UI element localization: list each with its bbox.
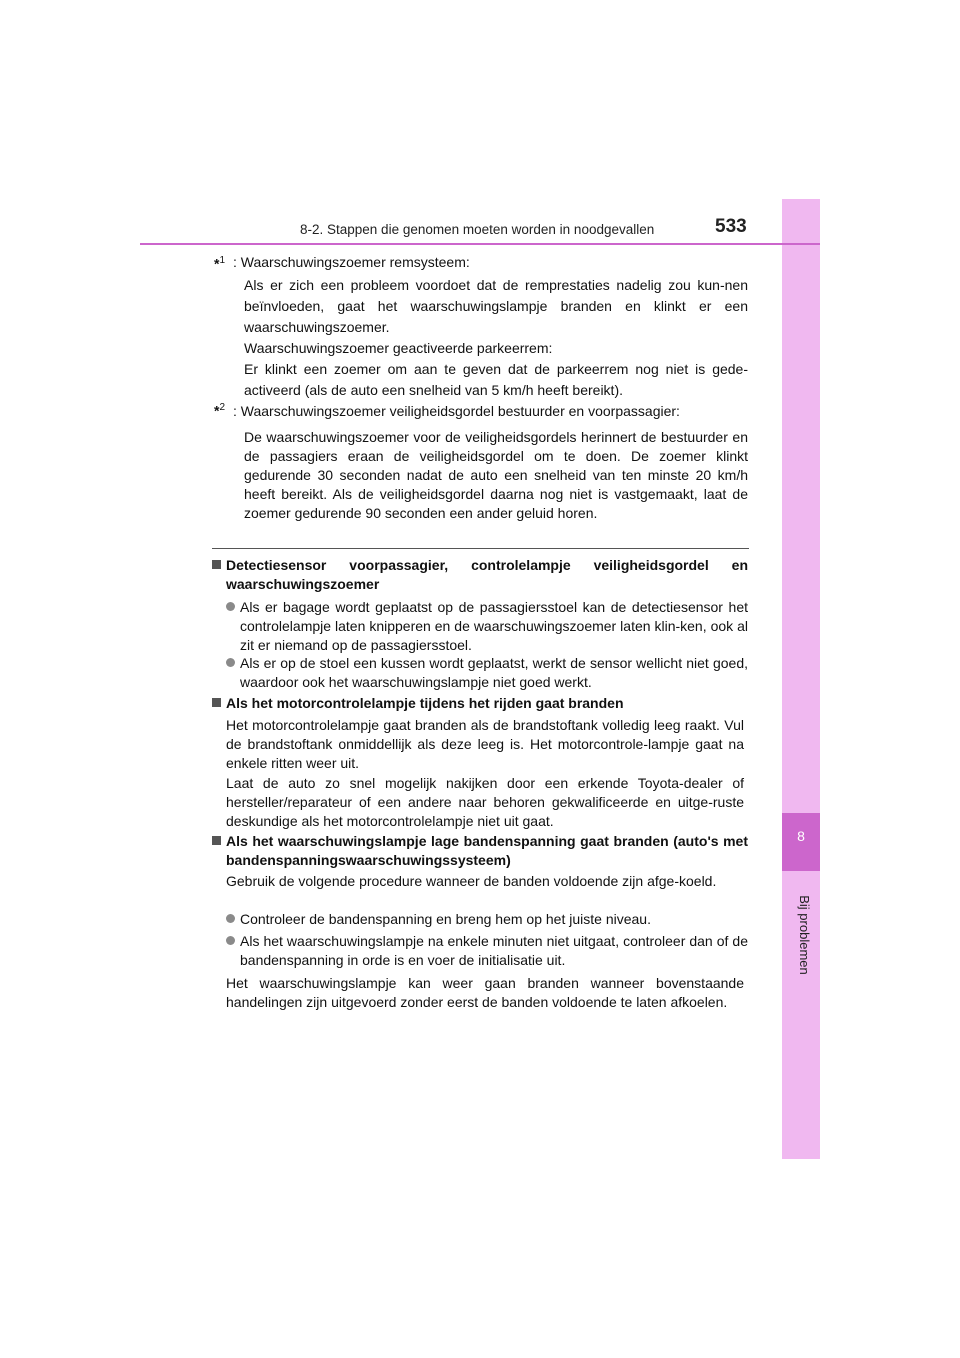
bullet-dot-icon bbox=[226, 914, 235, 923]
section-1-heading: Detectiesensor voorpassagier, controlelampje veiligheidsgordel en waarschuwingszoemer bbox=[226, 557, 748, 592]
footnote-2-text: De waarschuwingszoemer voor de veiligheidsgordels herinnert de bestuurder en de passagiers eraan de veiligheidsgordel om te doen. De zoemer klinkt gedurende 30 seconden nadat de auto een snelheid van ten minste 20 km/h heeft bereikt. Als de veiligheidsgordel daarna nog niet is vastgemaakt, laat de zoemer gedurende 90 seconden een ander geluid horen. bbox=[244, 429, 748, 521]
bullet-dot-icon bbox=[226, 936, 235, 945]
section-3-paragraph-2: Het waarschuwingslampje kan weer gaan branden wanneer bovenstaande handelingen zijn uitgevoerd zonder eerst de banden voldoende te laten afkoelen. bbox=[226, 975, 744, 1010]
section-title: 8-2. Stappen die genomen moeten worden in noodgevallen bbox=[300, 222, 655, 237]
footnote-1b-title: Waarschuwingszoemer geactiveerde parkeerrem: bbox=[244, 340, 553, 356]
section-3-heading: Als het waarschuwingslampje lage bandenspanning gaat branden (auto's met bandenspanningswaarschuwingssysteem) bbox=[226, 833, 748, 868]
section-1-bullet-1: Als er bagage wordt geplaatst op de passagiersstoel kan de detectiesensor het controlelampje laten knipperen en de waarschuwingszoemer laten klin-ken, ook al zit er niemand op de passagiersstoel. bbox=[240, 599, 748, 653]
bullet-dot-icon bbox=[226, 602, 235, 611]
chapter-sidebar bbox=[782, 199, 820, 1159]
section-2-paragraph-1: Het motorcontrolelampje gaat branden als de brandstoftank volledig leeg raakt. Vul de brandstoftank onmiddellijk als deze leeg is. Het motorcontrole-lampje gaat na enkele ritten weer uit. bbox=[226, 717, 744, 771]
section-2-heading: Als het motorcontrolelampje tijdens het rijden gaat branden bbox=[226, 695, 624, 711]
section-square-icon bbox=[212, 560, 221, 569]
section-3-bullet-1: Controleer de bandenspanning en breng hem op het juiste niveau. bbox=[240, 911, 651, 927]
bullet-dot-icon bbox=[226, 658, 235, 667]
section-3-paragraph-1: Gebruik de volgende procedure wanneer de banden voldoende zijn afge-koeld. bbox=[226, 873, 717, 889]
section-square-icon bbox=[212, 698, 221, 707]
footnote-1b-text: Er klinkt een zoemer om aan te geven dat de parkeerrem nog niet is gede-activeerd (als de auto een snelheid van 5 km/h heeft bereikt). bbox=[244, 361, 748, 398]
page-number: 533 bbox=[715, 216, 747, 237]
section-2-paragraph-2: Laat de auto zo snel mogelijk nakijken door een erkende Toyota-dealer of hersteller/reparateur of een andere naar behoren gekwalificeerde en uitge-ruste deskundige als het motorcontrolelampje niet uit gaat. bbox=[226, 775, 744, 829]
section-3-bullet-2: Als het waarschuwingslampje na enkele minuten niet uitgaat, controleer dan of de bandenspanning in orde is en voer de initialisatie uit. bbox=[240, 933, 748, 968]
footnote-1-mark: *$^1$ bbox=[214, 255, 226, 272]
chapter-label: Bij problemen bbox=[797, 895, 812, 975]
footnote-2-title: : Waarschuwingszoemer veiligheidsgordel bestuurder en voorpassagier: bbox=[233, 403, 680, 419]
footnote-1-text: Als er zich een probleem voordoet dat de remprestaties nadelig zou kun-nen beïnvloeden, gaat het waarschuwingslampje branden en klinkt er een waarschuwingszoemer. bbox=[244, 277, 748, 335]
section-square-icon bbox=[212, 836, 221, 845]
header-rule bbox=[140, 243, 820, 245]
chapter-number: 8 bbox=[797, 828, 805, 844]
footnote-2-mark: *$^2$ bbox=[214, 402, 226, 419]
section-divider bbox=[212, 548, 749, 549]
footnote-1-title: : Waarschuwingszoemer remsysteem: bbox=[233, 254, 470, 270]
section-1-bullet-2: Als er op de stoel een kussen wordt geplaatst, werkt de sensor wellicht niet goed, waardoor ook het waarschuwingslampje niet goed werkt. bbox=[240, 655, 748, 690]
